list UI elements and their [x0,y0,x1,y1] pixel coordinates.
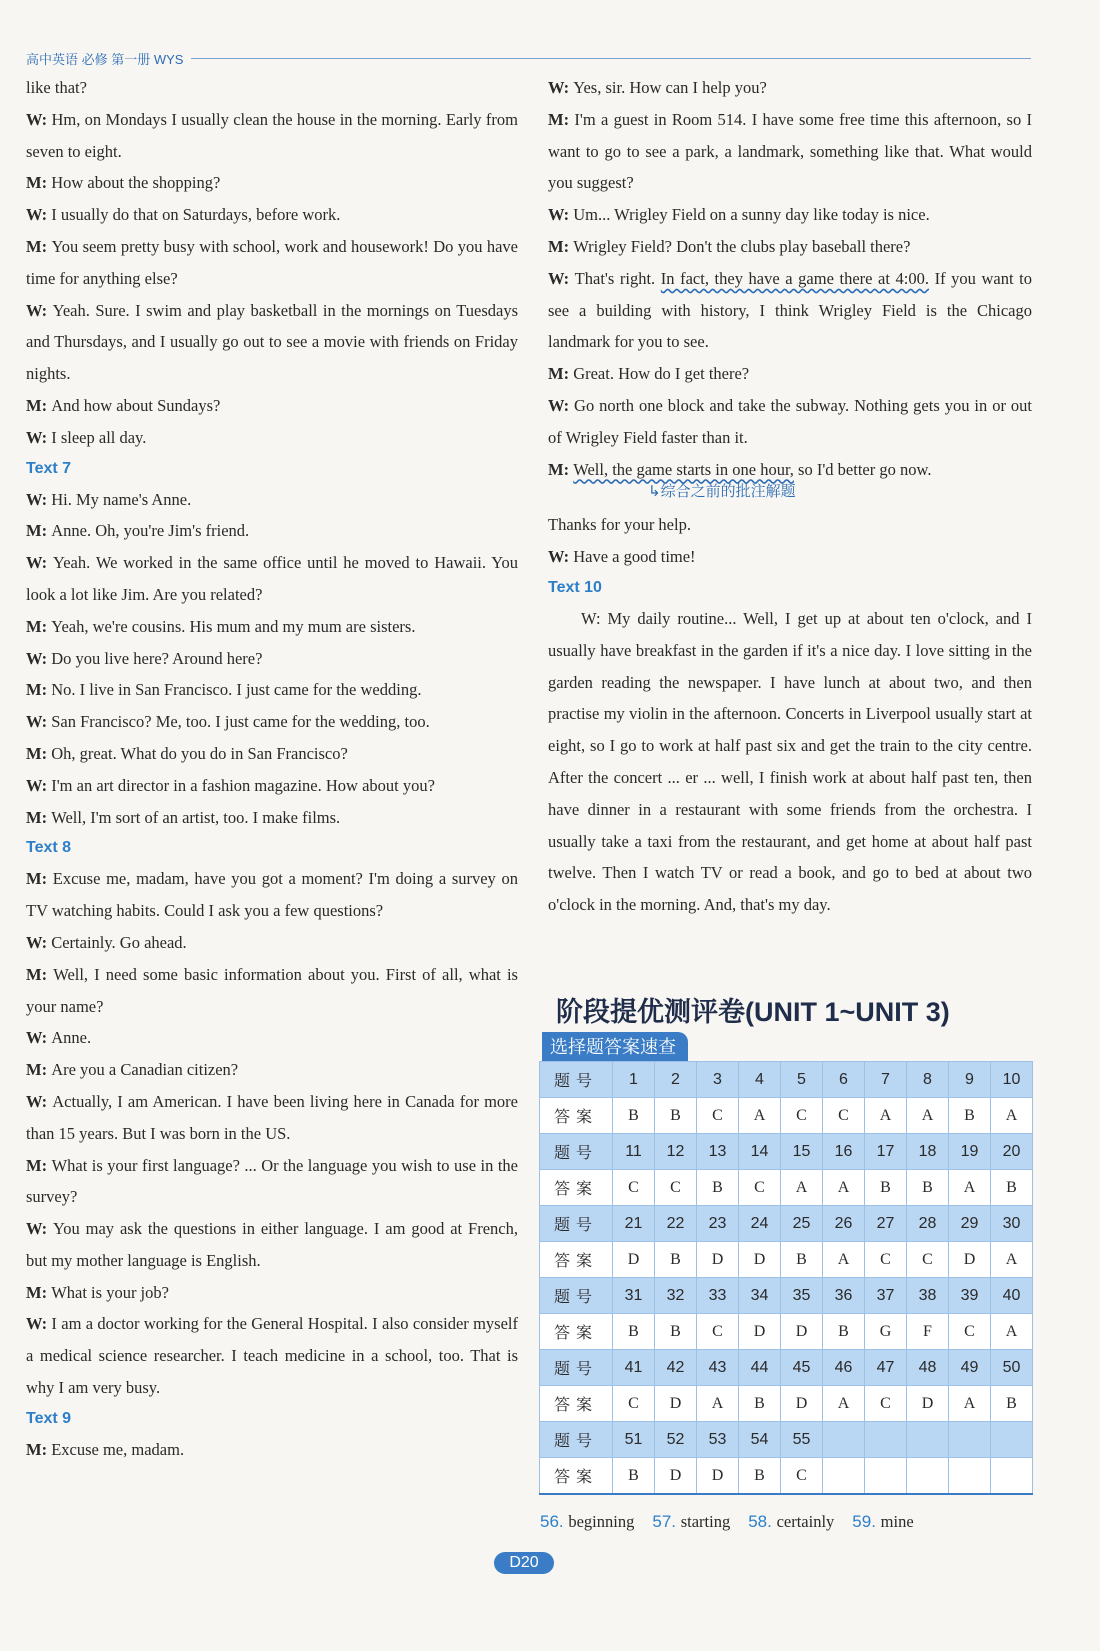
question-number: 44 [739,1350,781,1386]
question-number-row [540,1278,1033,1314]
wavy-annotation: In fact, they have a game there at 4:00. [660,268,930,288]
question-number: 2 [655,1062,697,1098]
question-number: 28 [907,1206,949,1242]
exam-title: 阶段提优测评卷(UNIT 1~UNIT 3) [556,997,950,1027]
question-number: 33 [697,1278,739,1314]
question-number: 40 [991,1278,1033,1314]
answer-cell: D [781,1386,823,1422]
answer-key-table [539,1061,1033,1495]
section-heading: Text 7 [26,459,72,477]
answer-cell: A [949,1386,991,1422]
question-number: 24 [739,1206,781,1242]
answer-cell: D [697,1242,739,1278]
dialogue-line [548,199,1032,231]
question-number-row [540,1422,1033,1458]
monologue-paragraph: W: My daily routine... Well, I get up at about ten o'clock, and I usually have breakfast in the garden if it's a nice day. I love sitting in the garden reading the newspaper. I have lunch at about two, and then practise my violin in the afternoon. Concerts in Liverpool usually start at eight, so I go to work at half past six and get the train to the city centre. After the concert ... er ... well, I finish work at about half past ten, then have dinner in a restaurant with some friends from the orchestra. I usually take a taxi from the restaurant, and get home at about half past twelve. Then I watch TV or read a book, and go to bed at about two o'clock in the morning. And, that's my day. [548,608,1032,915]
answer-cell [991,1458,1033,1495]
dialogue-line [26,1022,518,1054]
speaker-label: W: [26,553,53,573]
dialogue-line [26,295,518,390]
row-label: 答案 [540,1170,613,1206]
line-text: You may ask the questions in either language. I am good at French, but my mother language is English. [26,1219,518,1270]
line-text: Yes, sir. How can I help you? [573,78,767,97]
question-number: 36 [823,1278,865,1314]
speaker-label: M: [26,1060,52,1080]
line-text: Hm, on Mondays I usually clean the house in the morning. Early from seven to eight. [26,109,518,161]
question-number: 15 [781,1134,823,1170]
answer-cell [907,1458,949,1495]
question-number-row [540,1062,1033,1098]
question-number: 45 [781,1350,823,1386]
question-number: 32 [655,1278,697,1314]
answer-cell: A [865,1098,907,1134]
answer-cell: B [655,1242,697,1278]
dialogue-line [26,1434,518,1466]
line-text: I am a doctor working for the General Hospital. I also consider myself a medical science researcher. I teach medicine in a school, too. That is why I am very busy. [26,1314,518,1398]
answer-cell: C [613,1170,655,1206]
dialogue-line [26,199,518,231]
speaker-label: M: [26,616,52,636]
answer-cell: C [781,1458,823,1495]
page-number: D20 [494,1552,554,1574]
answer-cell: A [697,1386,739,1422]
question-number: 49 [949,1350,991,1386]
line-text: I sleep all day. [51,427,147,447]
line-text: San Francisco? Me, too. I just came for the wedding, too. [51,712,430,732]
header-title: 高中英语 必修 第一册 WYS [26,51,184,67]
answer-cell: B [739,1458,781,1495]
answer-cell: B [697,1170,739,1206]
speaker-label: W: [26,1028,52,1048]
question-number [823,1422,865,1458]
dialogue-line [26,738,518,770]
question-number: 37 [865,1278,907,1314]
question-number: 50 [991,1350,1033,1386]
answer-cell: F [907,1314,949,1350]
speaker-label: W: [26,1219,53,1239]
question-number: 31 [613,1278,655,1314]
speaker-label: M: [26,807,52,827]
dialogue-line [26,927,518,959]
question-number: 42 [655,1350,697,1386]
line-text: No. I live in San Francisco. I just came for the wedding. [51,680,422,700]
line-text: And how about Sundays? [51,395,221,415]
dialogue-line: M: Well, the game starts in one hour, so I'd better go now. [548,459,932,479]
line-text: Yeah. We worked in the same office until he moved to Hawaii. You look a lot like Jim. Are you related? [26,553,519,604]
row-label: 答案 [540,1386,613,1422]
line-text: Excuse me, madam, have you got a moment? I'm doing a survey on TV watching habits. Could I ask you a few questions? [26,869,518,921]
answer-row [540,1170,1033,1206]
question-number: 9 [949,1062,991,1098]
answer-cell: C [823,1098,865,1134]
section-heading: Text 8 [26,839,72,857]
question-number: 19 [949,1134,991,1170]
dialogue-line [26,706,518,738]
question-number: 21 [613,1206,655,1242]
dialogue-line [26,422,518,454]
dialogue-line [26,231,518,295]
question-number: 46 [823,1350,865,1386]
dialogue-line [26,611,518,643]
answer-cell: A [991,1314,1033,1350]
speaker-label: M: [26,236,52,256]
answer-row [540,1098,1033,1134]
question-number: 54 [739,1422,781,1458]
dialogue-line [26,167,518,199]
line-text: like that? [26,78,87,97]
line-text: I'm a guest in Room 514. I have some free time this afternoon, so I want to go to see a park, a landmark, something like that. What would you suggest? [548,109,1032,193]
dialogue-line [548,509,1032,541]
answer-cell: D [655,1386,697,1422]
line-text: Excuse me, madam. [51,1439,185,1459]
line-text: Oh, great. What do you do in San Francisco? [51,743,348,763]
answer-cell: B [655,1098,697,1134]
speaker-label: M: [26,743,52,763]
row-label: 答案 [540,1098,613,1134]
handwritten-note: ↳综合之前的批注解题 [648,482,796,501]
question-number: 48 [907,1350,949,1386]
answer-cell: C [907,1242,949,1278]
dialogue-line [26,72,518,104]
speaker-label: M: [26,173,52,193]
dialogue-line [26,770,518,802]
row-label: 题号 [540,1134,613,1170]
answer-cell: B [949,1098,991,1134]
dialogue-line [26,1150,518,1214]
question-number: 30 [991,1206,1033,1242]
dialogue-line [26,674,518,706]
answer-cell: D [907,1386,949,1422]
line-text: Wrigley Field? Don't the clubs play baseball there? [573,236,911,256]
dialogue-line [548,390,1032,454]
line-text: Yeah. Sure. I swim and play basketball in the mornings on Tuesdays and Thursdays, and I usually go out to see a movie with friends on Friday nights. [26,300,518,384]
question-number: 43 [697,1350,739,1386]
answer-cell: B [613,1098,655,1134]
dialogue-line [26,547,518,611]
answer-cell: A [991,1098,1033,1134]
question-number: 17 [865,1134,907,1170]
line-text: Go north one block and take the subway. Nothing gets you in or out of Wrigley Field faster than it. [548,395,1032,447]
answer-cell: D [781,1314,823,1350]
answer-cell: B [655,1314,697,1350]
row-label: 题号 [540,1206,613,1242]
question-number [949,1422,991,1458]
question-number: 47 [865,1350,907,1386]
answer-cell [823,1458,865,1495]
row-label: 题号 [540,1062,613,1098]
question-number: 7 [865,1062,907,1098]
speaker-label: W: [26,1091,53,1111]
question-number: 11 [613,1134,655,1170]
line-text: Well, I'm sort of an artist, too. I make films. [51,807,341,827]
line-text: Actually, I am American. I have been living here in Canada for more than 15 years. But I was born in the US. [26,1091,519,1143]
dialogue-line [548,358,1032,390]
row-label: 答案 [540,1458,613,1495]
speaker-label: W: [26,205,52,225]
speaker-label: M: [26,1282,52,1302]
question-number: 52 [655,1422,697,1458]
question-number-row [540,1350,1033,1386]
dialogue-line [26,515,518,547]
page-header [26,46,1031,70]
speaker-label: M: [26,395,52,415]
line-text: You seem pretty busy with school, work and housework! Do you have time for anything else? [26,236,518,288]
speaker-label: W: [548,547,574,567]
dialogue-line [26,1086,518,1150]
answer-cell: D [697,1458,739,1495]
answer-cell: D [739,1242,781,1278]
right-column [548,72,1032,921]
answer-cell: B [865,1170,907,1206]
line-text: Anne. Oh, you're Jim's friend. [51,521,250,541]
header-rule [191,58,1031,59]
question-number: 13 [697,1134,739,1170]
row-label: 答案 [540,1242,613,1278]
dialogue-line [26,1308,518,1403]
answer-cell: C [697,1098,739,1134]
question-number: 26 [823,1206,865,1242]
speaker-label: W: [26,932,52,952]
answer-cell: D [613,1242,655,1278]
section-heading: Text 9 [26,1409,72,1427]
speaker-label: M: [26,680,52,700]
line-text: What is your job? [51,1282,169,1302]
question-number: 4 [739,1062,781,1098]
answer-cell: C [739,1170,781,1206]
question-number: 20 [991,1134,1033,1170]
question-number: 41 [613,1350,655,1386]
question-number: 12 [655,1134,697,1170]
answer-cell: B [781,1242,823,1278]
dialogue-line [548,104,1032,199]
answer-cell: A [823,1170,865,1206]
answer-cell: A [781,1170,823,1206]
speaker-label: M: [26,1155,52,1175]
line-text: How about the shopping? [51,173,221,193]
dialogue-line [26,390,518,422]
speaker-label: M: [548,109,575,129]
question-number [907,1422,949,1458]
dialogue-line [26,1277,518,1309]
dialogue-line [548,72,1032,104]
answer-cell: B [739,1386,781,1422]
answer-row [540,1242,1033,1278]
question-number [865,1422,907,1458]
answer-cell: D [739,1314,781,1350]
line-text: Great. How do I get there? [573,364,750,384]
answer-cell: A [739,1098,781,1134]
answer-cell: B [613,1314,655,1350]
dialogue-line: W: That's right. In fact, they have a game there at 4:00. If you want to see a building with history, I think Wrigley Field is the Chicago landmark for you to see. [548,268,1033,352]
answer-cell: C [655,1170,697,1206]
line-text: Um... Wrigley Field on a sunny day like today is nice. [573,205,930,225]
dialogue-line [548,231,1032,263]
fill-answer: 58. certainly [748,1512,835,1531]
line-text: Do you live here? Around here? [51,648,263,668]
line-text: What is your first language? ... Or the language you wish to use in the survey? [26,1155,518,1207]
question-number: 16 [823,1134,865,1170]
answer-cell: C [613,1386,655,1422]
line-text: Hi. My name's Anne. [51,489,192,509]
answer-cell: A [823,1242,865,1278]
answer-cell: B [613,1458,655,1495]
fill-answer: 56. beginning [540,1512,635,1531]
speaker-label: W: [26,648,52,668]
dialogue-line [26,959,518,1023]
question-number: 38 [907,1278,949,1314]
speaker-label: W: [26,712,52,732]
speaker-label: M: [26,964,54,984]
row-label: 题号 [540,1350,613,1386]
question-number: 53 [697,1422,739,1458]
speaker-label: W: [26,300,53,320]
fill-in-answers [540,1512,1040,1532]
dialogue-line [26,104,518,168]
answer-cell: C [865,1386,907,1422]
line-text: Well, I need some basic information about you. First of all, what is your name? [26,964,518,1016]
speaker-label: W: [26,775,52,795]
answer-cell: D [655,1458,697,1495]
speaker-label: W: [26,109,52,129]
line-text: Anne. [51,1028,92,1048]
dialogue-line [548,541,1032,573]
answer-row [540,1386,1033,1422]
speaker-label: W: [548,78,574,97]
answer-cell: D [949,1242,991,1278]
question-number: 18 [907,1134,949,1170]
question-number: 23 [697,1206,739,1242]
line-text: Certainly. Go ahead. [51,932,187,952]
question-number: 22 [655,1206,697,1242]
line-text: Are you a Canadian citizen? [51,1060,239,1080]
question-number: 14 [739,1134,781,1170]
dialogue-line [26,1054,518,1086]
question-number: 27 [865,1206,907,1242]
answer-cell: A [823,1386,865,1422]
question-number: 6 [823,1062,865,1098]
fill-answer: 59. mine [852,1512,914,1531]
line-text: I'm an art director in a fashion magazine. How about you? [51,775,435,795]
answer-cell: G [865,1314,907,1350]
left-column [26,72,518,1466]
answer-row [540,1314,1033,1350]
answer-cell: C [697,1314,739,1350]
speaker-label: W: [26,1314,52,1334]
question-number [991,1422,1033,1458]
question-number: 34 [739,1278,781,1314]
speaker-label: W: [548,205,574,225]
answer-row [540,1458,1033,1495]
speaker-label: M: [548,236,574,256]
speaker-label: W: [26,427,52,447]
question-number: 5 [781,1062,823,1098]
line-text: Thanks for your help. [548,515,691,535]
answer-cell [949,1458,991,1495]
speaker-label: M: [548,364,574,384]
question-number: 51 [613,1422,655,1458]
section-heading: Text 10 [548,578,602,596]
question-number: 3 [697,1062,739,1098]
answer-cell [865,1458,907,1495]
question-number: 35 [781,1278,823,1314]
speaker-label: W: [548,395,575,415]
answer-cell: C [949,1314,991,1350]
row-label: 答案 [540,1314,613,1350]
answer-cell: B [991,1170,1033,1206]
answer-cell: C [781,1098,823,1134]
answer-cell: C [865,1242,907,1278]
dialogue-line [26,1213,518,1277]
question-number: 1 [613,1062,655,1098]
fill-answer: 57. starting [652,1512,731,1531]
dialogue-line [26,863,518,927]
speaker-label: M: [26,521,52,541]
answer-cell: A [949,1170,991,1206]
dialogue-line [26,802,518,834]
answer-cell: A [991,1242,1033,1278]
line-text: Have a good time! [573,547,696,567]
speaker-label: M: [26,1439,52,1459]
line-text: I usually do that on Saturdays, before work. [51,205,341,225]
answer-cell: A [907,1098,949,1134]
speaker-label: W: [26,489,52,509]
row-label: 题号 [540,1278,613,1314]
speaker-label: M: [26,869,53,889]
line-text: Yeah, we're cousins. His mum and my mum are sisters. [51,616,416,636]
dialogue-line [26,484,518,516]
question-number-row [540,1134,1033,1170]
answer-cell: B [991,1386,1033,1422]
answer-cell: B [907,1170,949,1206]
question-number: 39 [949,1278,991,1314]
dialogue-line [26,643,518,675]
question-number: 25 [781,1206,823,1242]
question-number: 55 [781,1422,823,1458]
question-number: 8 [907,1062,949,1098]
question-number: 29 [949,1206,991,1242]
answer-key-tag: 选择题答案速查 [542,1032,688,1061]
question-number-row [540,1206,1033,1242]
wavy-annotation: Well, the game starts in one hour, [573,459,794,479]
answer-cell: B [823,1314,865,1350]
row-label: 题号 [540,1422,613,1458]
question-number: 10 [991,1062,1033,1098]
